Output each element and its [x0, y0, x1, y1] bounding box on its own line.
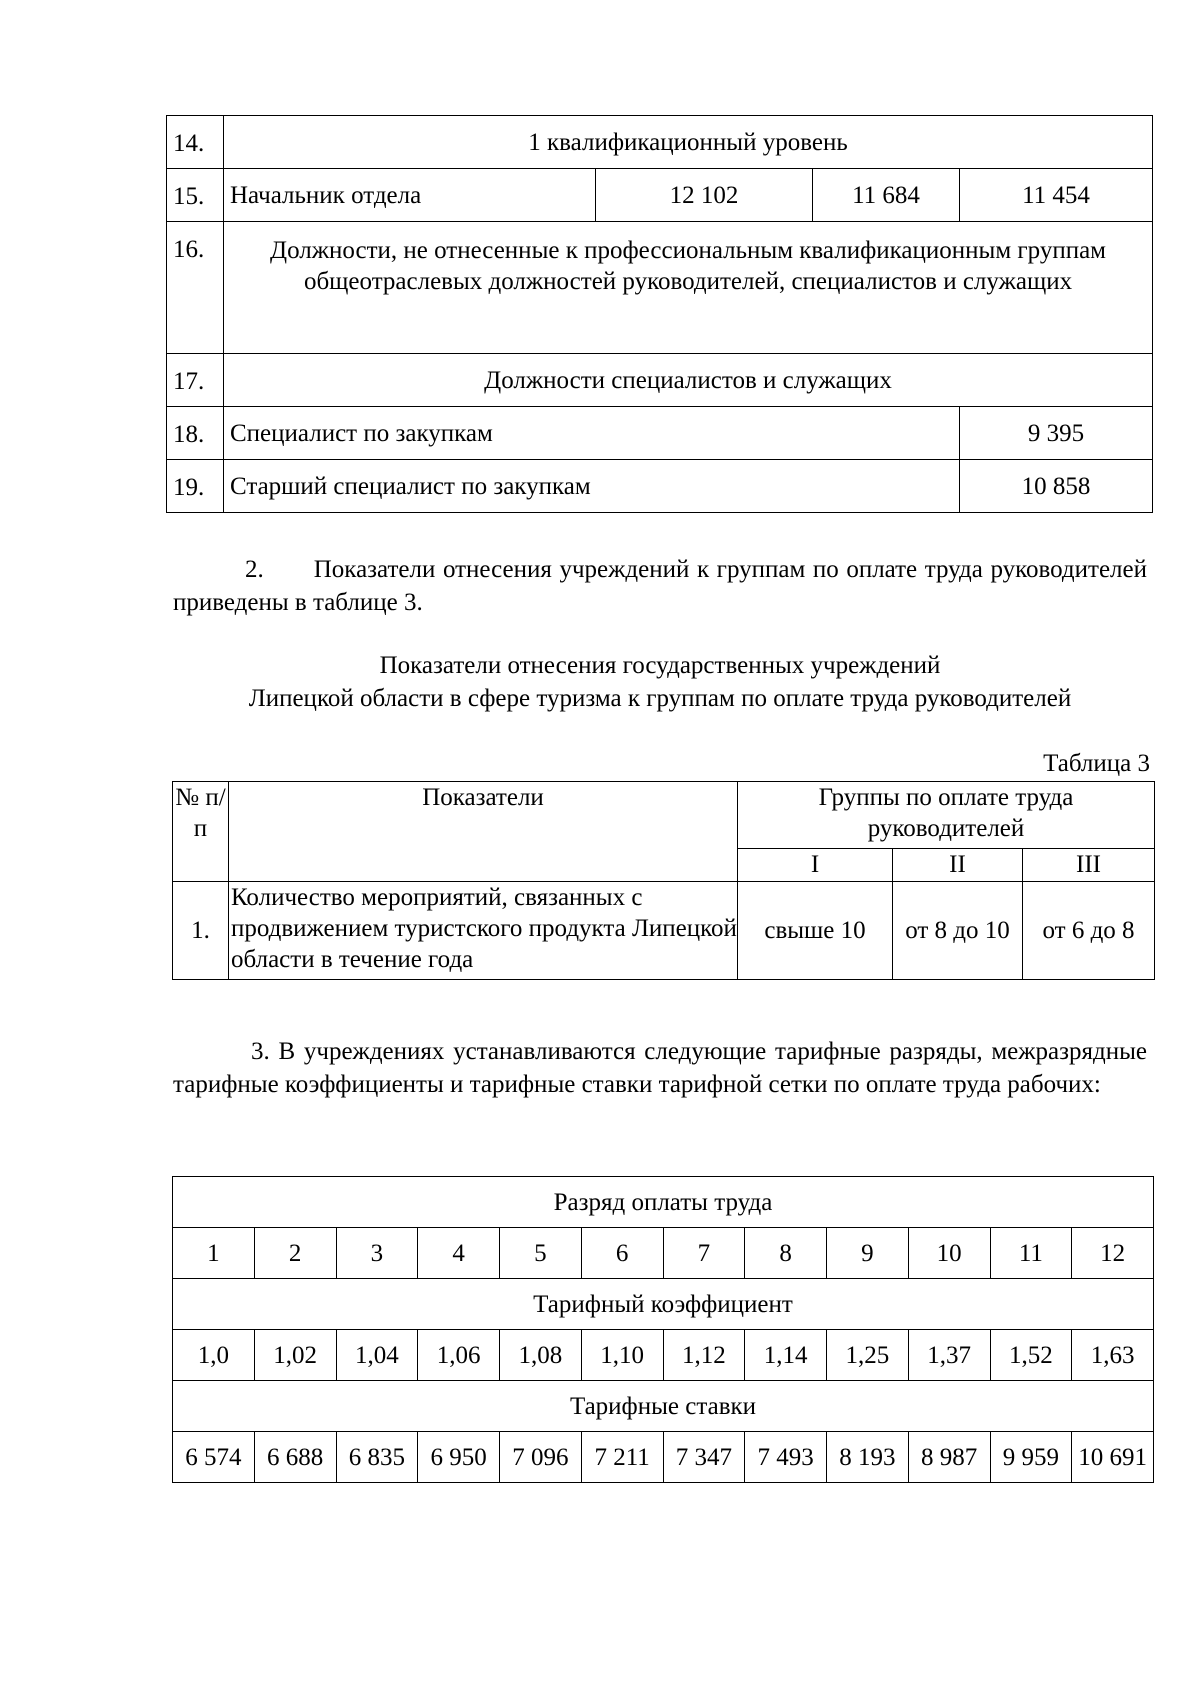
- coef-cell: 1,08: [500, 1330, 582, 1381]
- grade-cell: 8: [745, 1228, 827, 1279]
- rate-cell: 7 096: [500, 1432, 582, 1483]
- grade-cell: 4: [418, 1228, 500, 1279]
- rate-cell: 6 574: [173, 1432, 255, 1483]
- row-label: Должности специалистов и служащих: [224, 354, 1153, 407]
- rate-cell: 6 835: [336, 1432, 418, 1483]
- coef-cell: 1,12: [663, 1330, 745, 1381]
- grade-cell: 7: [663, 1228, 745, 1279]
- rates-header: Тарифные ставки: [173, 1381, 1154, 1432]
- coef-header: Тарифный коэффициент: [173, 1279, 1154, 1330]
- tariff-table: [172, 1176, 1154, 1483]
- salary-value: 10 858: [960, 460, 1153, 513]
- salary-value: 11 454: [960, 169, 1153, 222]
- row-num: 15.: [167, 169, 224, 222]
- grade-header: Разряд оплаты труда: [173, 1177, 1154, 1228]
- row-num: 16.: [167, 222, 224, 354]
- coef-cell: 1,25: [827, 1330, 909, 1381]
- header-indicators: Показатели: [229, 782, 738, 882]
- table3-title-line2: Липецкой области в сфере туризма к группам по оплате труда руководителей: [248, 685, 1072, 712]
- coef-cell: 1,06: [418, 1330, 500, 1381]
- coef-cell: 1,14: [745, 1330, 827, 1381]
- rate-cell: 7 211: [581, 1432, 663, 1483]
- grade-cell: 1: [173, 1228, 255, 1279]
- salary-table: [166, 115, 1153, 513]
- salary-value: 11 684: [813, 169, 960, 222]
- row-num: 1.: [173, 882, 229, 980]
- salary-value: 12 102: [596, 169, 813, 222]
- row-indicator: Количество мероприятий, связанных с продвижением туристского продукта Липецкой области в течение года: [229, 882, 738, 980]
- coefs-row: [173, 1330, 1154, 1381]
- rate-cell: 6 688: [254, 1432, 336, 1483]
- row-label: Начальник отдела: [224, 169, 596, 222]
- group-1-value: свыше 10: [738, 882, 893, 980]
- coef-cell: 1,63: [1072, 1330, 1154, 1381]
- header-num: № п/п: [173, 782, 229, 882]
- coef-cell: 1,52: [990, 1330, 1072, 1381]
- rates-row: [173, 1432, 1154, 1483]
- grade-cell: 6: [581, 1228, 663, 1279]
- rate-cell: 7 347: [663, 1432, 745, 1483]
- rate-cell: 9 959: [990, 1432, 1072, 1483]
- row-label: Специалист по закупкам: [224, 407, 960, 460]
- paragraph-3: 3. В учреждениях устанавливаются следующие тарифные разряды, межразрядные тарифные коэффициенты и тарифные ставки тарифной сетки по оплате труда рабочих:: [173, 1038, 1147, 1098]
- coef-cell: 1,0: [173, 1330, 255, 1381]
- grade-cell: 10: [908, 1228, 990, 1279]
- coef-cell: 1,37: [908, 1330, 990, 1381]
- paragraph-2: 2. Показатели отнесения учреждений к группам по оплате труда руководителей приведены в таблице 3.: [173, 556, 1147, 616]
- row-num: 19.: [167, 460, 224, 513]
- rate-cell: 10 691: [1072, 1432, 1154, 1483]
- grade-cell: 11: [990, 1228, 1072, 1279]
- rate-cell: 7 493: [745, 1432, 827, 1483]
- salary-value: 9 395: [960, 407, 1153, 460]
- grade-cell: 12: [1072, 1228, 1154, 1279]
- rate-cell: 6 950: [418, 1432, 500, 1483]
- grades-row: [173, 1228, 1154, 1279]
- group-1: I: [738, 849, 893, 882]
- row-label: Старший специалист по закупкам: [224, 460, 960, 513]
- header-groups: Группы по оплате труда руководителей: [738, 782, 1155, 849]
- table3-label: Таблица 3: [1043, 750, 1150, 777]
- rate-cell: 8 193: [827, 1432, 909, 1483]
- row-label: 1 квалификационный уровень: [224, 116, 1153, 169]
- row-label: Должности, не отнесенные к профессиональным квалификационным группам общеотраслевых должностей руководителей, специалистов и служащих: [224, 222, 1153, 354]
- grade-cell: 9: [827, 1228, 909, 1279]
- group-3: III: [1023, 849, 1155, 882]
- group-3-value: от 6 до 8: [1023, 882, 1155, 980]
- indicators-table: [172, 781, 1155, 980]
- coef-cell: 1,04: [336, 1330, 418, 1381]
- coef-cell: 1,02: [254, 1330, 336, 1381]
- grade-cell: 2: [254, 1228, 336, 1279]
- group-2-value: от 8 до 10: [893, 882, 1023, 980]
- grade-cell: 3: [336, 1228, 418, 1279]
- grade-cell: 5: [500, 1228, 582, 1279]
- row-num: 17.: [167, 354, 224, 407]
- coef-cell: 1,10: [581, 1330, 663, 1381]
- rate-cell: 8 987: [908, 1432, 990, 1483]
- row-num: 14.: [167, 116, 224, 169]
- group-2: II: [893, 849, 1023, 882]
- table3-title-line1: Показатели отнесения государственных учреждений: [379, 652, 941, 679]
- row-num: 18.: [167, 407, 224, 460]
